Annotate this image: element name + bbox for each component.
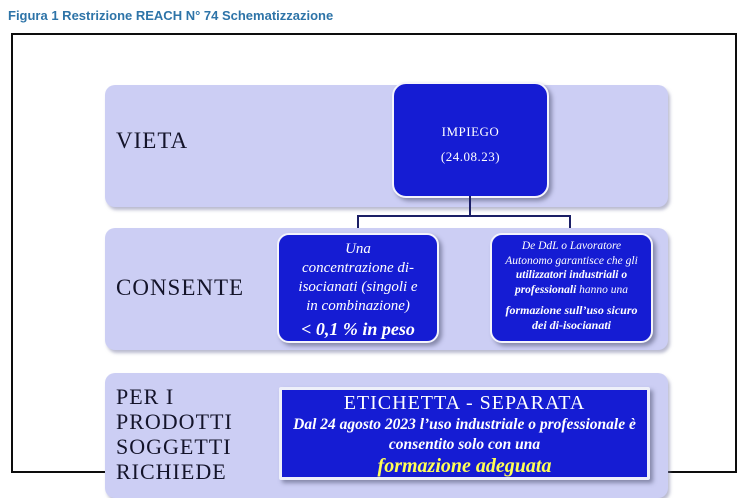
figure-frame (11, 33, 737, 484)
figure-caption: Figura 1 Restrizione REACH N° 74 Schematizzazione (8, 8, 334, 23)
consente-label: CONSENTE (116, 275, 245, 300)
training-text (497, 239, 646, 297)
impiego-box-line1: IMPIEGO (441, 124, 500, 139)
richiede-label-line: PER I (116, 384, 175, 409)
richiede-label-line: SOGGETTI (116, 434, 232, 459)
training-box (490, 233, 653, 343)
training-text-bold: utilizzatori industriali o professionali (514, 269, 628, 296)
concentration-box (277, 233, 439, 343)
connector-stem (469, 196, 471, 216)
richiede-label-line: RICHIEDE (116, 459, 227, 484)
richiede-label (116, 384, 233, 484)
connector-horizontal (357, 215, 571, 217)
training-footer: formazione sull’uso sicuro dei di-isocianati (505, 303, 638, 332)
concentration-line: concentrazione di- (301, 260, 415, 276)
etichetta-box (279, 387, 650, 480)
impiego-box-line2: (24.08.23) (440, 149, 501, 164)
band-vieta (105, 85, 668, 207)
vieta-label: VIETA (116, 128, 189, 153)
concentration-line: in combinazione) (306, 298, 410, 314)
etichetta-body: Dal 24 agosto 2023 l’uso industriale o professionale è consentito solo con una (293, 416, 636, 453)
training-text-normal-2: hanno una (576, 283, 629, 296)
concentration-value: < 0,1 % in peso (301, 319, 415, 339)
richiede-label-line: PRODOTTI (116, 409, 233, 434)
impiego-box (392, 82, 549, 198)
training-text-normal-1: De DdL o Lavoratore Autonomo garantisce che gli (505, 240, 638, 267)
concentration-line: isocianati (singoli e (298, 279, 418, 295)
etichetta-title: ETICHETTA - SEPARATA (343, 392, 586, 414)
concentration-line: Una (345, 241, 371, 257)
etichetta-highlight: formazione adeguata (377, 455, 552, 477)
